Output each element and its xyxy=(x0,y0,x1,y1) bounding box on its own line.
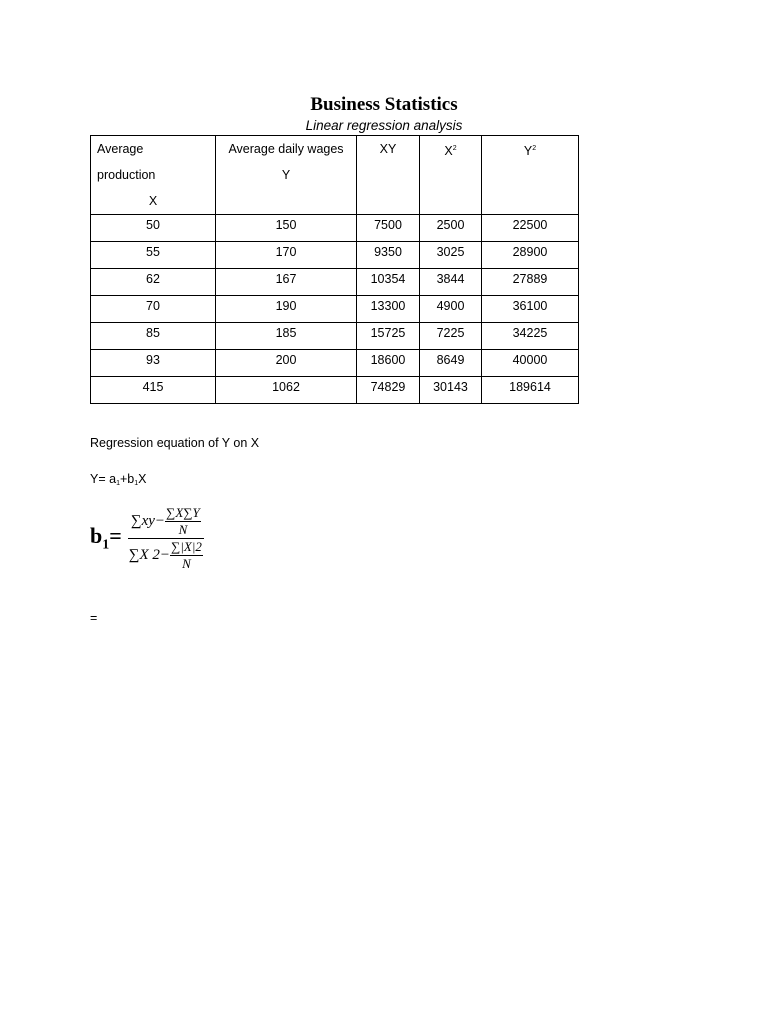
denominator-fraction xyxy=(170,539,203,572)
table-row xyxy=(91,296,579,323)
header-x-squared xyxy=(420,136,482,215)
table-cell: 15725 xyxy=(357,323,420,350)
table-cell: 7500 xyxy=(357,215,420,242)
table-cell: 150 xyxy=(216,215,357,242)
table-cell: 189614 xyxy=(482,377,579,404)
numerator-term: ∑xy− xyxy=(130,513,166,529)
main-fraction xyxy=(128,505,204,572)
table-cell: 10354 xyxy=(357,269,420,296)
formula-lhs xyxy=(90,523,122,553)
table-totals-row xyxy=(91,377,579,404)
table-cell: 13300 xyxy=(357,296,420,323)
table-cell: 70 xyxy=(91,296,216,323)
denominator-term: ∑X 2− xyxy=(128,547,171,563)
table-row xyxy=(91,323,579,350)
eq-subscript: 1 xyxy=(134,480,139,487)
header-average-production xyxy=(91,136,216,215)
table-cell: 3025 xyxy=(420,242,482,269)
table-cell: 2500 xyxy=(420,215,482,242)
table-cell: 4900 xyxy=(420,296,482,323)
header-superscript: 2 xyxy=(452,145,457,152)
table-cell: 40000 xyxy=(482,350,579,377)
regression-heading: Regression equation of Y on X xyxy=(90,436,260,450)
table-cell: 7225 xyxy=(420,323,482,350)
numerator-fraction-top: ∑X∑Y xyxy=(166,505,200,520)
header-line: production xyxy=(97,168,156,182)
table-cell: 93 xyxy=(91,350,216,377)
table-cell: 55 xyxy=(91,242,216,269)
table-cell: 200 xyxy=(216,350,357,377)
table-cell: 415 xyxy=(91,377,216,404)
header-base: X xyxy=(444,144,453,158)
table-cell: 190 xyxy=(216,296,357,323)
table-cell: 167 xyxy=(216,269,357,296)
header-line xyxy=(420,136,481,164)
header-line: Average daily wages xyxy=(228,142,344,156)
slope-formula xyxy=(90,505,204,572)
table-cell: 50 xyxy=(91,215,216,242)
formula-lhs-equals: = xyxy=(109,523,122,549)
table-cell: 62 xyxy=(91,269,216,296)
eq-part: Y= a xyxy=(90,472,117,486)
regression-equation xyxy=(90,471,146,492)
table-cell: 9350 xyxy=(357,242,420,269)
numerator-fraction xyxy=(165,505,201,538)
table-row xyxy=(91,215,579,242)
table-cell: 28900 xyxy=(482,242,579,269)
header-line: Y xyxy=(281,168,291,182)
main-denominator xyxy=(128,539,204,572)
table-cell: 27889 xyxy=(482,269,579,296)
header-base: Y xyxy=(523,144,533,158)
equals-line: = xyxy=(90,611,98,625)
formula-lhs-subscript: 1 xyxy=(102,537,110,553)
eq-part: +b xyxy=(119,472,135,486)
table-cell: 170 xyxy=(216,242,357,269)
header-line: Average xyxy=(97,142,144,156)
table-row xyxy=(91,350,579,377)
denominator-fraction-bottom: N xyxy=(182,556,191,571)
table-cell: 30143 xyxy=(420,377,482,404)
numerator-fraction-bottom: N xyxy=(178,522,188,537)
header-line: XY xyxy=(379,142,397,156)
header-line: X xyxy=(148,194,158,208)
regression-table xyxy=(90,135,579,404)
document-title: Business Statistics xyxy=(310,94,458,115)
table-row xyxy=(91,242,579,269)
table-row xyxy=(91,269,579,296)
header-average-daily-wages xyxy=(216,136,357,215)
header-xy xyxy=(357,136,420,215)
table-cell: 34225 xyxy=(482,323,579,350)
table-cell: 22500 xyxy=(482,215,579,242)
denominator-fraction-top: ∑|X|2 xyxy=(171,539,202,554)
table-cell: 85 xyxy=(91,323,216,350)
table-cell: 1062 xyxy=(216,377,357,404)
table-cell: 36100 xyxy=(482,296,579,323)
header-line xyxy=(482,136,578,164)
table-header-row xyxy=(91,136,579,215)
header-superscript: 2 xyxy=(532,145,537,152)
document-subtitle: Linear regression analysis xyxy=(305,118,463,133)
table-cell: 185 xyxy=(216,323,357,350)
table-cell: 74829 xyxy=(357,377,420,404)
table-cell: 18600 xyxy=(357,350,420,377)
table-cell: 3844 xyxy=(420,269,482,296)
table-cell: 8649 xyxy=(420,350,482,377)
main-numerator xyxy=(130,505,202,538)
eq-subscript: 1 xyxy=(116,480,120,487)
header-y-squared xyxy=(482,136,579,215)
formula-lhs-base: b xyxy=(90,523,103,549)
eq-part: X xyxy=(138,472,147,486)
